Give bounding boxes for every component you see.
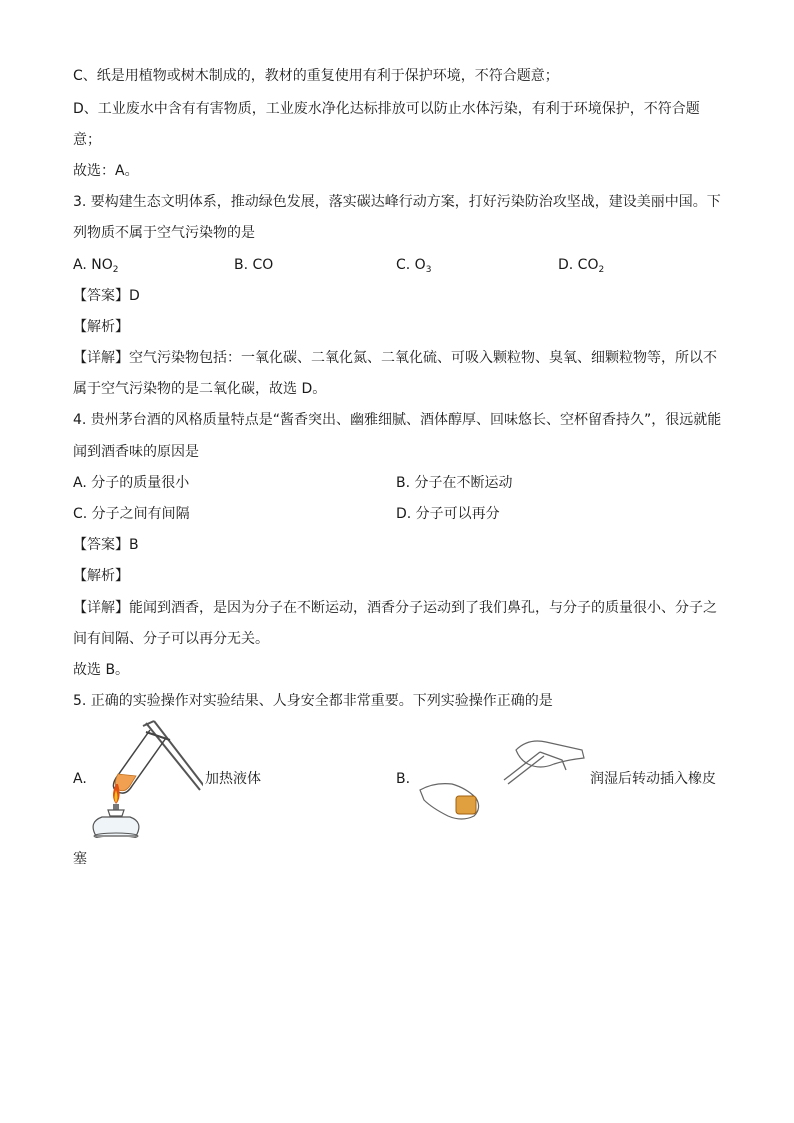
- solution-option-c: C、纸是用植物或树木制成的，教材的重复使用有利于保护环境，不符合题意；: [73, 68, 559, 84]
- q4-detail-line2: 间有间隔、分子可以再分无关。: [73, 631, 269, 647]
- insert-stopper-illustration: [416, 736, 588, 826]
- q5-option-b-label: B.: [396, 771, 411, 787]
- q3-detail-line1: 【详解】空气污染物包括：一氧化碳、二氧化氮、二氧化硫、可吸入颗粒物、臭氧、细颗粒物等，所以不: [73, 350, 717, 366]
- q5-option-b-text: 润湿后转动插入橡皮: [590, 771, 716, 787]
- q5-stem: 5. 正确的实验操作对实验结果、人身安全都非常重要。下列实验操作正确的是: [73, 693, 553, 709]
- q4-stem-line1: 4. 贵州茅台酒的风格质量特点是“酱香突出、幽雅细腻、酒体醇厚、回味悠长、空杯留香持久”，很远就能: [73, 412, 722, 428]
- solution-option-d-line2: 意；: [73, 132, 101, 148]
- q4-option-c: C. 分子之间有间隔: [73, 506, 190, 522]
- q3-detail-line2: 属于空气污染物的是二氧化碳，故选 D。: [73, 381, 327, 397]
- q3-option-b: B. CO: [234, 257, 274, 273]
- heating-liquid-illustration: [88, 718, 203, 838]
- q5-option-b-text-continued: 塞: [73, 851, 87, 867]
- q4-stem-line2: 闻到酒香味的原因是: [73, 444, 199, 460]
- q5-option-a-text: 加热液体: [205, 771, 261, 787]
- q4-option-a: A. 分子的质量很小: [73, 475, 190, 491]
- q4-option-b: B. 分子在不断运动: [396, 475, 513, 491]
- q5-option-a-label: A.: [73, 771, 87, 787]
- q3-stem-line1: 3. 要构建生态文明体系，推动绿色发展，落实碳达峰行动方案，打好污染防治攻坚战，建设美丽中国。下: [73, 194, 721, 210]
- q3-answer: 【答案】D: [73, 288, 140, 304]
- q4-detail-line1: 【详解】能闻到酒香，是因为分子在不断运动，酒香分子运动到了我们鼻孔，与分子的质量很小、分子之: [73, 600, 717, 616]
- q4-option-d: D. 分子可以再分: [396, 506, 500, 522]
- q3-option-c: C. $O_3$: [396, 257, 432, 275]
- q3-option-a: A. $NO_2$: [73, 257, 119, 275]
- q4-answer: 【答案】B: [73, 537, 139, 553]
- q3-option-d: D. $CO_2$: [558, 257, 605, 275]
- solution-choice: 故选：A。: [73, 163, 139, 179]
- q3-analysis-heading: 【解析】: [73, 319, 129, 335]
- q4-analysis-heading: 【解析】: [73, 568, 129, 584]
- q4-choice: 故选 B。: [73, 662, 130, 678]
- q3-stem-line2: 列物质不属于空气污染物的是: [73, 225, 255, 241]
- solution-option-d-line1: D、工业废水中含有有害物质，工业废水净化达标排放可以防止水体污染，有利于环境保护，不符合题: [73, 101, 700, 117]
